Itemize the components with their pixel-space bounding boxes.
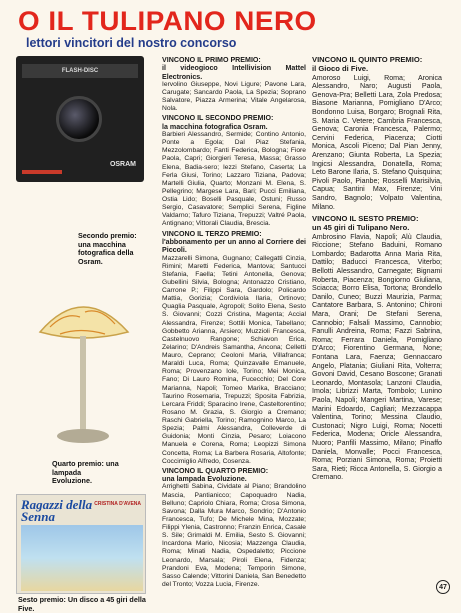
prize-name: il Gioco di Five. <box>312 63 369 73</box>
caption-second-prize: Secondo premio: una macchina fotografica della Osram. <box>78 231 137 266</box>
prize-winners: Arrighetti Sabina, Cividate al Piano; Brandolino Mascia, Pantianicco; Capoquadro Nadia, Belluno; Capriolo Chiara, Roma; Crosa Simona, Savona; Dalla Mura Marco, Sondrio; D'Antonio Francesca, Tufo; De Michele Mina, Mozzate; Filippi Ylenia, Castronno; Franzin Enrica, Casale S. Sile; Grimaldi M. Emilia, Sesto S. Giovanni; Incardona Mario, Nicosia; Mazzenga Claudia, Roma; Minati Nadia, Ospedaletto; Piccione Leonardo, Marsala; Piroli Elena, Fidenza; Prandoni Eva, Modena; Temporin Simone, Sasso Calende; Vittorini Daniela, San Benedetto del Tronto; Vozza Lucia, Firenze. <box>162 483 306 588</box>
record-cover-art <box>21 525 143 591</box>
prize-name: un 45 giri di Tulipano Nero. <box>312 222 410 232</box>
prize-section-sixth <box>312 215 442 482</box>
record-cover <box>16 494 146 594</box>
record-artist: CRISTINA D'AVENA <box>94 501 141 507</box>
lamp-shade <box>40 307 128 338</box>
prize-section-first <box>162 56 306 113</box>
image-column <box>16 56 146 613</box>
caption-sixth-prize: Sesto premio: Un disco a 45 giri della Five. <box>18 595 146 613</box>
prize-heading: VINCONO IL PRIMO PREMIO: <box>162 56 261 64</box>
prize-winners: Iervolino Giuseppe, Novi Ligure; Pavone Lara, Carugate; Sancardo Paola, La Spezia; Soprano Salvatore, Piazza Armerina; Vitale Angelarosa, Nola. <box>162 80 306 113</box>
text-column-right <box>312 56 442 483</box>
prize-name: l'abbonamento per un anno al Corriere dei Piccoli. <box>162 237 306 255</box>
prize-section-fifth <box>312 56 442 211</box>
page-title: O IL TULIPANO NERO <box>18 6 317 36</box>
prize-heading: VINCONO IL QUINTO PREMIO: <box>312 55 423 64</box>
page-subtitle: lettori vincitori del nostro concorso <box>26 36 237 50</box>
prize-heading: VINCONO IL TERZO PREMIO: <box>162 229 262 238</box>
page-number: 47 <box>436 580 450 594</box>
prize-name: il videogioco Intellivision Mattel Electronics. <box>162 64 306 81</box>
lamp-stem <box>80 336 86 432</box>
text-column-left <box>162 56 306 590</box>
camera-brand-label: OSRAM <box>109 161 136 168</box>
lamp-base <box>57 429 109 443</box>
prize-section-second <box>162 114 306 228</box>
lamp-photo <box>20 272 146 452</box>
camera-stripe <box>22 170 62 174</box>
prize-winners: Mazzarelli Simona, Gugnano; Callegatti Cinzia, Rimini; Maretti Federica, Mantova; Santucci Stefania, Faella; Tetini Antonella, Genova; Gubellini Silvia, Bologna; Antonazzo Cristiano, Carrone P.; Filippi Sara, Gardolo; Policardo Mattia, Gorizia; Cordiviola Ilaria, Ortinovo; Quaglia Pasquale, Agropoli; Solito Elena, Sesto S. Giovanni; Cozzi Cristina, Magenta; Accial Alessandra, Firenze; Sottili Monica, Tabellano; Gobbetto Arianna, Arsiero; Muzzioli Francesca, Castelnuovo Rangone; Schiavon Erica, Zelarino; D'Andreis Samantha, Ancona; Celletti Mauro, Ceprano; Ceoloni Maria, Villafranca; Maraldi Luca, Roma; Quinzavalle Emanuele, Roma; Provenzano Iole, Torino; Mei Monica, Fano; Di Lauro Romina, Fucecchio; Del Core Marianna, Napoli; Tomeo Marika, Bracciano; Taurino Rosemaria, Trepuzzi; Sposita Fabrizia, Lercara Friddi; Sparacino Irene, Casteltorentino; Rosano M. Grazia, S. Giorgio a Cremano; Raschi Gabriella, Torino; Ramognino Marco, La Spezia; Palmi Alessandra, Colleverde di Guidonia; Monti Cinzia, Pesaro; Loiacono Manuela e Corena, Roma; Leopizzi Simona Concetta, Roma; La Barbera Rosaria, Altofonte; Coccimiglio Alfredo, Cosenza. <box>162 254 306 465</box>
prize-winners: Ambrosino Flavia, Napoli; Alù Claudia, Riccione; Stefano Baduini, Romano Lombardo; Badarotta Anna Maria Rita, Dattilo; Baducci Francesca, Viterbo; Bellotti Alessandro, Carnegate; Bignami Roberta, Piacenza; Bongiorno Giuliana, Sciacca; Borro Elisa, Tortona; Brondello Danilo, Cuneo; Buzzi Maurizia, Parma; Cantatore Barbara, S. Antonino; Chironi Mara, Orani; De Stefani Serena, Cannobio; Falsali Massimo, Cannobio; Fanulli Andreina, Roma; Fazzi Sabrina, Roma; Ferrara Daniela, Pomigliano D'Arco; Fiorentino Germana, None; Fontana Lara, Faenza; Gennaccaro Angelo, Platania; Giuliani Rita, Volterra; Govoni David, Cesano Boscone; Granati Leonardo, Montasola; Lanzoni Claudia, Imola; Librizzi Marta, Tombolo; Lunino Paola, Napoli; Mangeri Martina, Varese; Marini Edoardo, Cagliari; Mezzacappa Valentina, Torino; Messina Claudio, Custonaci; Nigro Luigi, Roma; Nocetti Federica, Modena; Oricle Alessandra, Nuoro; Panfili Massimo, Milano; Pinaffo Daniela, Monvalle; Pocci Francesca, Roma; Porziani Simona, Roma; Proietti Sara, Rieti; Ricca Antonella, S. Giorgio a Cremano. <box>312 232 442 482</box>
caption-fourth-prize: Quarto premio: una lampada Evoluzione. <box>52 459 119 486</box>
camera-band-label: FLASH-DISC <box>22 64 138 78</box>
record-title: Ragazzi della Senna <box>21 497 93 524</box>
camera-photo <box>16 56 144 182</box>
prize-winners: Barbieri Alessandro, Sermide; Contino Antonio, Ponte a Egola; Dal Piaz Stefania, Mezzolombardo; Fanti Federica, Bologna; Fiore Paola, Capri; Giorgieri Teresa, Massa; Grasso Elena, Badia-sero; Iezzi Stefano, Caserta; La Ferla Giusi, Torino; Lazzaro Tiziana, Padova; Martelli Giulia, Quarto; Monzani M. Elena, S. Pellegrino; Margese Lara, Bari; Pucci Emiliana, Ostia Lido; Boselli Pasquale, Ostuni; Russo Sergio, Casavatore; Semplici Serena, Figline Valdarno; Tafuro Tiziana, Trepuzzi; Valtré Paola, Antignano; Vittorali Claudia, Brescia. <box>162 131 306 228</box>
prize-heading: VINCONO IL SECONDO PREMIO: <box>162 114 274 123</box>
prize-heading: VINCONO IL SESTO PREMIO: <box>312 214 419 224</box>
prize-heading: VINCONO IL QUARTO PREMIO: <box>162 466 269 475</box>
prize-name: la macchina fotografica Osram. <box>162 122 268 131</box>
prize-section-third <box>162 230 306 466</box>
prize-name: una lampada Evoluzione. <box>162 475 247 484</box>
prize-winners: Amoroso Luigi, Roma; Aronica Alessandro, Naro; Augusti Paola, Genova-Pra; Belletti Lara, Zola Predosa; Biasone Marianna, Pomigliano D'Arco; Bondonno Luisa, Borgaro; Brognali Rita, S. Maria C. Vetere; Cambria Francesca, Genova; Caronia Francesca, Palermo; Cervini Federica, Piacenza; Ciotti Monica, Ascoli Piceno; Dal Pian Jenny, Arenzano; Giunta Roberta, La Spezia; Ingicsi Alessandra, Donatella, Roma; Leto Barone Ilaria, S. Stefano Quisquina; Pivoli Paolo, Pianbe; Rosselli Marisilvia, Capua; Santini Max, Firenze; Vini Sandro, Bagnolo; Volpato Valentina, Milano. <box>312 73 442 211</box>
camera-lens <box>56 96 102 142</box>
prize-section-fourth <box>162 467 306 589</box>
